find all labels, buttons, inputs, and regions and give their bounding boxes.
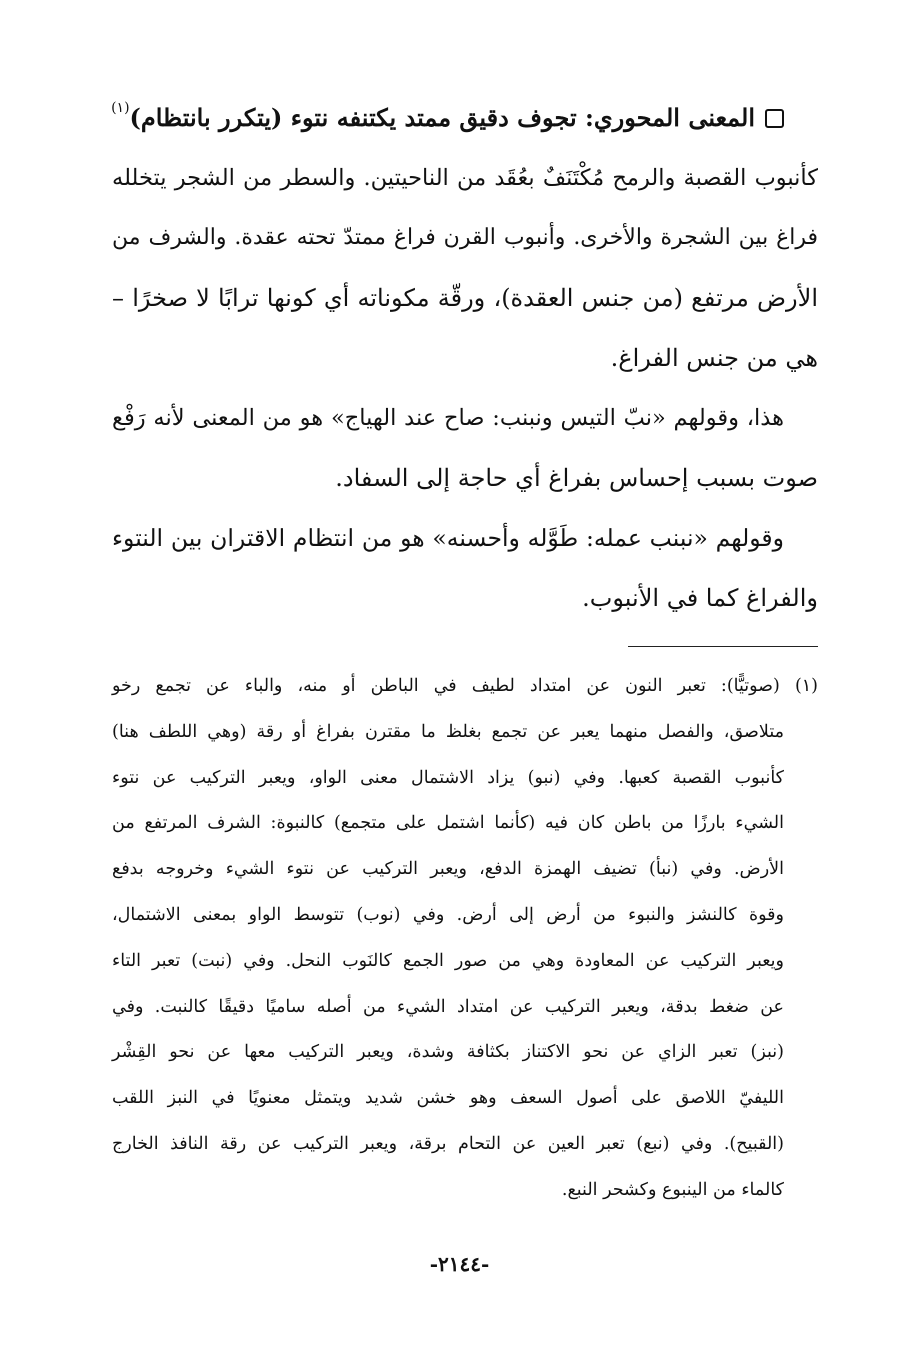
text-line: وقولهم «نبنب عمله: طَوَّله وأحسنه» هو من انتظام الاقتران بين النتوء (112, 524, 784, 552)
footnote-line: ويعبر التركيب عن المعاودة وهي من صور الجمع كالنَوب النحل. وفي (نبت) تعبر التاء (112, 950, 784, 971)
heading-definition: تجوف دقيق ممتد يكتنفه نتوء (يتكرر بانتظام) (129, 103, 585, 132)
text-line: الأرض مرتفع (من جنس العقدة)، ورقّة مكوناته أي كونها ترابًا لا صخرًا – (112, 284, 818, 312)
footnote-line: الأرض. وفي (نبأ) تضيف الهمزة الدفع، ويعبر التركيب عن نتوء الشيء وخروجه بدفع (112, 859, 784, 880)
footnote-line: كالماء من الينبوع وكشحر النبع. (561, 1179, 784, 1200)
page-number: -٢١٤٤- (429, 1252, 490, 1276)
text-line: كأنبوب القصبة والرمح مُكْتَنَفٌ بعُقَد من الناحيتين. والسطر من الشجر يتخلله (112, 165, 818, 191)
text-line: هذا، وقولهم «نبّ التيس ونبنب: صاح عند الهياج» هو من المعنى لأنه رَفْع (112, 405, 784, 431)
text-line: والفراغ كما في الأنبوب. (582, 584, 818, 612)
text-line: صوت بسبب إحساس بفراغ أي حاجة إلى السفاد. (335, 464, 818, 492)
footnote-line: عن ضغط بدقة، ويعبر التركيب عن امتداد الشيء من أصله ساميًا دقيقًا كالنبت. وفي (112, 996, 784, 1017)
lead-term: المعنى المحوري: (584, 103, 755, 132)
footnote-line: وقوة كالنشز والنبوء من أرض إلى أرض. وفي (نوب) تتوسط الواو بمعنى الاشتمال، (112, 904, 784, 925)
heading-line (112, 88, 818, 148)
footnote-divider (628, 646, 818, 647)
text-line: هي من جنس الفراغ. (610, 344, 818, 372)
footnote-reference: (١) (111, 100, 130, 116)
footnote-block (112, 664, 818, 1214)
footnote-line: (نبز) تعبر الزاي عن نحو الاكتناز بكثافة وشدة، ويعبر التركيب معها عن نحو القِشْر (112, 1042, 784, 1063)
text-line: فراغ بين الشجرة والأخرى. وأنبوب القرن فراغ ممتدّ تحته عقدة. والشرف من (112, 225, 818, 250)
square-bullet-icon (765, 109, 784, 128)
footnote-line: (القبيح). وفي (نبع) تعبر العين عن التحام برقة، ويعبر التركيب عن رقة النافذ الخارج (112, 1133, 784, 1154)
footnote-line: الشيء بارزًا من باطن كان فيه (كأنما اشتمل على متجمع) كالنبوة: الشرف المرتفع من (112, 813, 784, 834)
footnote-line: متلاصق، والفصل منهما يعبر عن تجمع بغلظ ما مقترن بفراغ أو رقة (وهي اللطف هنا) (112, 721, 784, 742)
footnote-line: الليفيّ اللاصق على أصول السعف وهو خشن شديد ويتمثل معنويًا في النبز اللقب (112, 1088, 784, 1109)
footnote-line: (١) (صوتيًّا): تعبر النون عن امتداد لطيف في الباطن أو منه، والباء عن تجمع رخو (112, 676, 818, 696)
footnote-line: كأنبوب القصبة كعبها. وفي (نبو) يزاد الاشتمال معنى الواو، ويعبر التركيب عن نتوء (112, 767, 784, 788)
main-text (112, 88, 818, 628)
